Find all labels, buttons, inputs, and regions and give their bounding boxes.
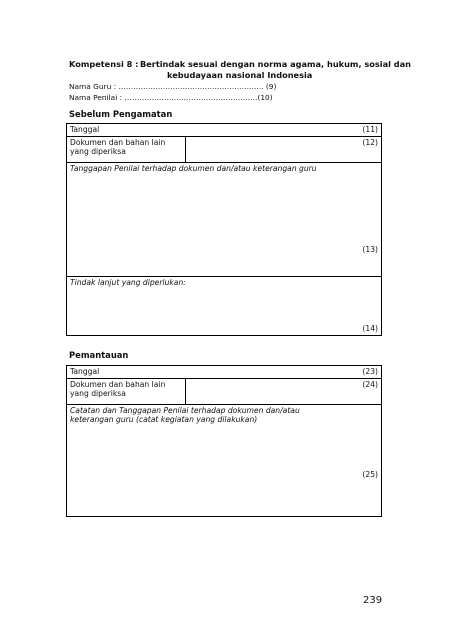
catatan-label-line1: Catatan dan Tanggapan Penilai terhadap dokumen dan/atau [70,406,300,415]
dokumen-label-line1: Dokumen dan bahan lain [70,380,166,389]
tanggapan-cell [67,163,382,277]
page-number: 239 [363,595,383,606]
sebelum-pengamatan-table [66,123,382,336]
dokumen-label-cell [67,379,186,405]
nama-guru-line: Nama Guru : ………………………………………………….. (9) [69,82,277,91]
tindak-lanjut-label: Tindak lanjut yang diperlukan: [70,278,186,287]
kompetensi-title-line2: kebudayaan nasional Indonesia [167,70,313,80]
tindak-lanjut-cell [67,277,382,336]
dokumen-value-cell [186,379,382,405]
pemantauan-table [66,365,382,517]
dokumen-label-cell [67,137,186,163]
tindak-lanjut-number: (14) [362,324,378,333]
kompetensi-title-line1: Bertindak sesuai dengan norma agama, hukum, sosial dan [140,59,412,69]
section-heading-sebelum: Sebelum Pengamatan [69,109,173,119]
dokumen-label-line2: yang diperiksa [70,389,126,398]
dokumen-number: (12) [362,138,378,147]
dokumen-value-cell [186,137,382,163]
dokumen-label-line2: yang diperiksa [70,147,126,156]
tanggal-number: (23) [362,367,378,376]
tanggal-row [67,124,382,137]
dokumen-label-line1: Dokumen dan bahan lain [70,138,166,147]
catatan-label-line2: keterangan guru (catat kegiatan yang dilakukan) [70,415,258,424]
section-heading-pemantauan: Pemantauan [69,350,129,360]
dokumen-number: (24) [362,380,378,389]
tanggal-label: Tanggal [70,367,100,376]
catatan-cell [67,405,382,517]
tanggal-number: (11) [362,125,378,134]
tanggal-label: Tanggal [70,125,100,134]
tanggapan-label: Tanggapan Penilai terhadap dokumen dan/atau keterangan guru [70,164,317,173]
catatan-number: (25) [362,470,378,479]
kompetensi-label: Kompetensi 8 : [69,59,139,69]
tanggapan-number: (13) [362,245,378,254]
tanggal-row [67,366,382,379]
nama-penilai-line: Nama Penilai : ………………………………………………(10) [69,93,273,102]
